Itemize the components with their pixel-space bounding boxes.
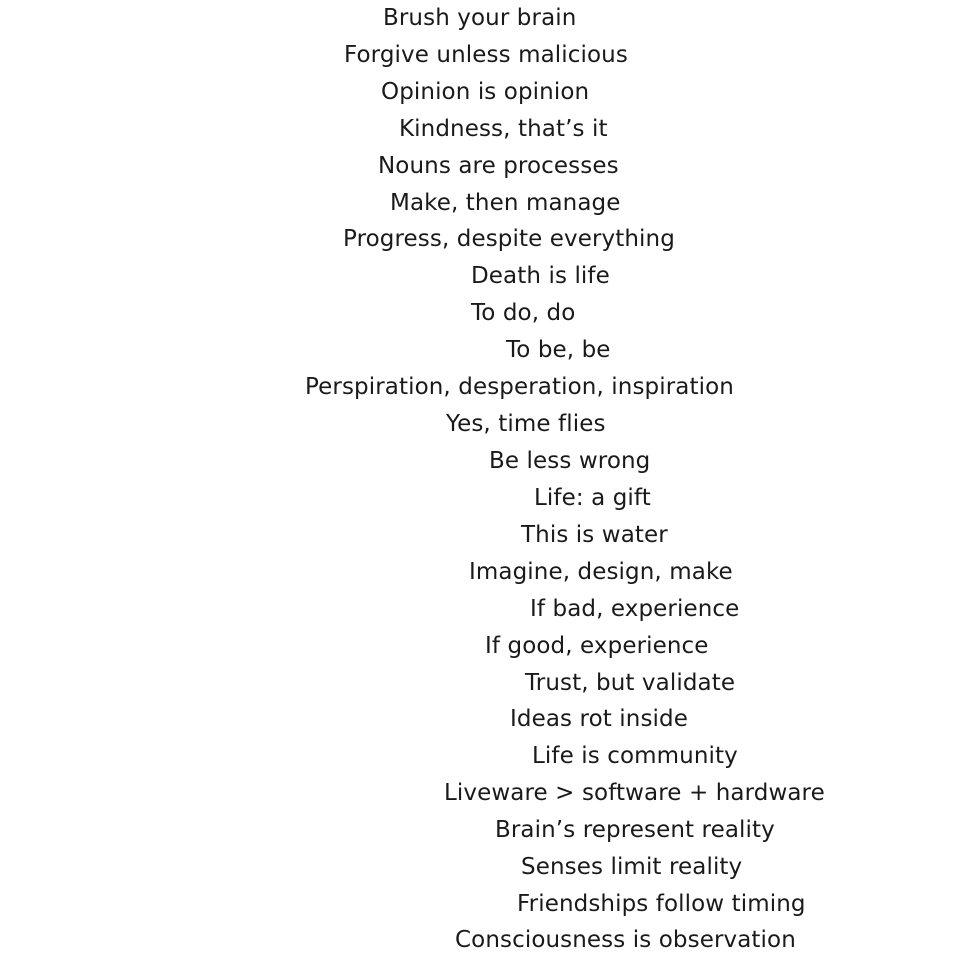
text-line-4: Kindness, that’s it bbox=[399, 116, 608, 142]
text-line-16: Imagine, design, make bbox=[469, 559, 733, 585]
text-line-11: Perspiration, desperation, inspiration bbox=[305, 374, 734, 400]
text-line-6: Make, then manage bbox=[390, 190, 621, 216]
text-line-25: Friendships follow timing bbox=[517, 891, 806, 917]
text-line-18: If good, experience bbox=[485, 633, 709, 659]
text-line-21: Life is community bbox=[532, 743, 738, 769]
text-line-26: Consciousness is observation bbox=[455, 927, 796, 953]
text-line-17: If bad, experience bbox=[530, 596, 740, 622]
text-line-22: Liveware > software + hardware bbox=[444, 780, 825, 806]
text-line-7: Progress, despite everything bbox=[343, 226, 675, 252]
text-line-23: Brain’s represent reality bbox=[495, 817, 775, 843]
text-line-10: To be, be bbox=[506, 337, 611, 363]
text-line-9: To do, do bbox=[471, 300, 576, 326]
text-line-19: Trust, but validate bbox=[525, 670, 736, 696]
text-line-13: Be less wrong bbox=[489, 448, 651, 474]
text-line-14: Life: a gift bbox=[534, 485, 651, 511]
text-line-2: Forgive unless malicious bbox=[344, 42, 628, 68]
text-line-12: Yes, time flies bbox=[446, 411, 606, 437]
text-line-5: Nouns are processes bbox=[378, 153, 619, 179]
text-line-3: Opinion is opinion bbox=[381, 79, 590, 105]
text-line-24: Senses limit reality bbox=[521, 854, 743, 880]
text-line-20: Ideas rot inside bbox=[510, 706, 688, 732]
text-line-1: Brush your brain bbox=[383, 5, 577, 31]
text-line-8: Death is life bbox=[471, 263, 610, 289]
text-line-15: This is water bbox=[521, 522, 668, 548]
